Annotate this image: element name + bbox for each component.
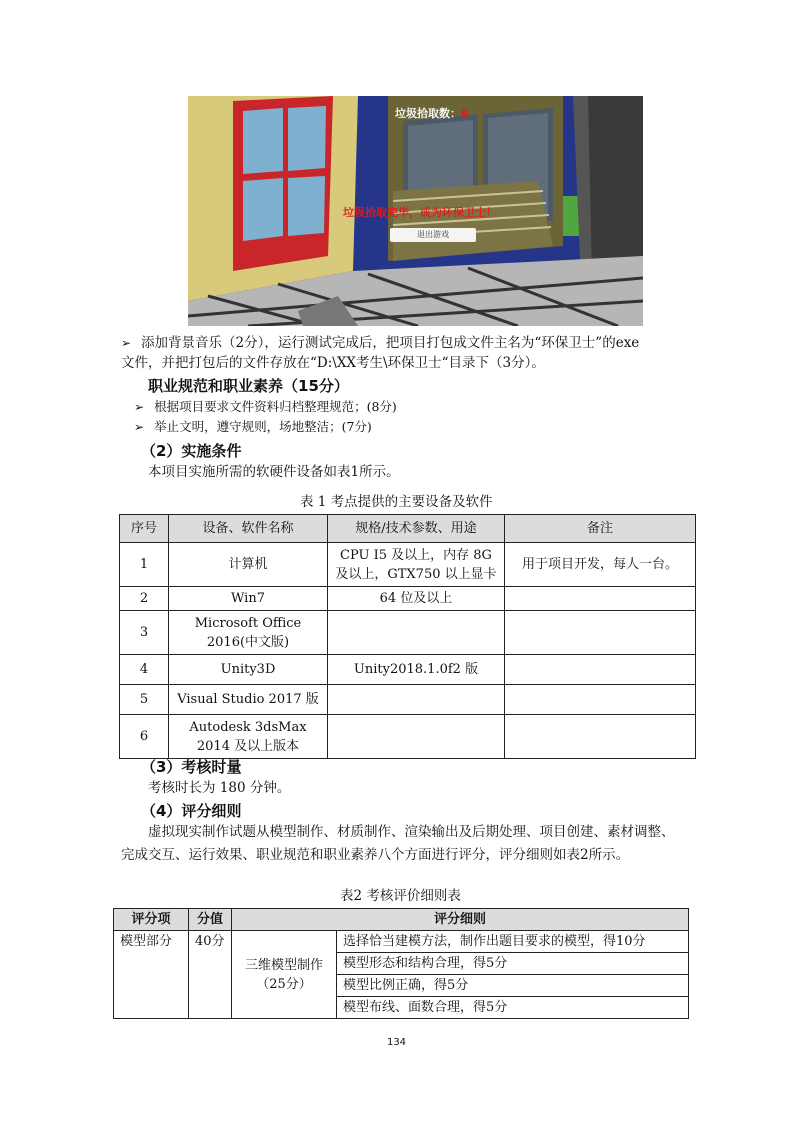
table-row: [120, 685, 696, 715]
game-message: 垃圾拾取完毕，成为环保卫士！: [343, 206, 497, 219]
cell-detail: 模型比例正确，得5分: [337, 975, 689, 997]
table-header-row: [120, 515, 696, 543]
cell: [505, 655, 696, 685]
table-header-row: [114, 909, 689, 931]
cell: [505, 715, 696, 759]
cell: [505, 685, 696, 715]
cell: [328, 685, 505, 715]
exit-game-button[interactable]: 退出游戏: [390, 228, 476, 242]
cell-sub-category: 三维模型制作（25分）: [232, 931, 337, 1019]
section-4-title: （4）评分细则: [141, 802, 242, 820]
cell: Unity2018.1.0f2 版: [328, 655, 505, 685]
cell: 2: [120, 587, 169, 611]
cell: 64 位及以上: [328, 587, 505, 611]
table-row: [120, 611, 696, 655]
cell: 用于项目开发，每人一台。: [505, 543, 696, 587]
table-row: [120, 655, 696, 685]
game-screenshot: [188, 96, 643, 326]
equipment-table: [119, 514, 696, 759]
section-professional-title: 职业规范和职业素养（15分）: [148, 377, 349, 395]
col-header-item: 评分项: [114, 909, 189, 931]
table-row: [120, 543, 696, 587]
section-2-title: （2）实施条件: [141, 442, 242, 460]
col-header-index: 序号: [120, 515, 169, 543]
cell-detail: 选择恰当建模方法，制作出题目要求的模型，得10分: [337, 931, 689, 953]
cell: Unity3D: [169, 655, 328, 685]
prof-item-2: ➢ 举止文明，遵守规则，场地整洁；(7分): [134, 417, 372, 437]
col-header-detail: 评分细则: [232, 909, 689, 931]
cell: 1: [120, 543, 169, 587]
section-4-text-2: 完成交互、运行效果、职业规范和职业素养八个方面进行评分，评分细则如表2所示。: [121, 847, 630, 863]
cell: 6: [120, 715, 169, 759]
col-header-remark: 备注: [505, 515, 696, 543]
prof-item-1: ➢ 根据项目要求文件资料归档整理规范；(8分): [134, 397, 397, 417]
cell: 3: [120, 611, 169, 655]
table-1-caption: 表 1 考点提供的主要设备及软件: [300, 494, 493, 510]
cell-detail: 模型形态和结构合理，得5分: [337, 953, 689, 975]
section-3-title: （3）考核时量: [141, 758, 242, 776]
table-row: [114, 931, 689, 953]
section-2-text: 本项目实施所需的软硬件设备如表1所示。: [148, 464, 400, 480]
cell: CPU I5 及以上，内存 8G 及以上，GTX750 以上显卡: [328, 543, 505, 587]
table-row: [120, 587, 696, 611]
scoring-table: [113, 908, 689, 1019]
section-4-text-1: 虚拟现实制作试题从模型制作、材质制作、渲染输出及后期处理、项目创建、素材调整、: [148, 824, 675, 840]
cell: 计算机: [169, 543, 328, 587]
table-2-caption: 表2 考核评价细则表: [340, 888, 461, 904]
table-row: [120, 715, 696, 759]
section-3-text: 考核时长为 180 分钟。: [148, 780, 291, 796]
cell: Microsoft Office 2016(中文版): [169, 611, 328, 655]
score-value: 6: [461, 107, 469, 120]
cell: Win7: [169, 587, 328, 611]
cell-detail: 模型布线、面数合理，得5分: [337, 997, 689, 1019]
cell: [328, 715, 505, 759]
cell: Autodesk 3dsMax 2014 及以上版本: [169, 715, 328, 759]
score-label: 垃圾拾取数：: [395, 107, 461, 120]
cell: 5: [120, 685, 169, 715]
cell: [505, 587, 696, 611]
cell: [328, 611, 505, 655]
col-header-name: 设备、软件名称: [169, 515, 328, 543]
cell: [505, 611, 696, 655]
cell: 4: [120, 655, 169, 685]
bullet-packaging: ➢ 添加背景音乐（2分），运行测试完成后，把项目打包成文件主名为“环保卫士”的exe: [121, 333, 639, 353]
col-header-spec: 规格/技术参数、用途: [328, 515, 505, 543]
bullet-packaging-cont: 文件，并把打包后的文件存放在“D:\XX考生\环保卫士“目录下（3分）。: [121, 355, 545, 371]
page-number: 134: [386, 1037, 407, 1048]
cell-item: 模型部分: [114, 931, 189, 1019]
cell-score: 40分: [189, 931, 232, 1019]
cell: Visual Studio 2017 版: [169, 685, 328, 715]
col-header-score: 分值: [189, 909, 232, 931]
